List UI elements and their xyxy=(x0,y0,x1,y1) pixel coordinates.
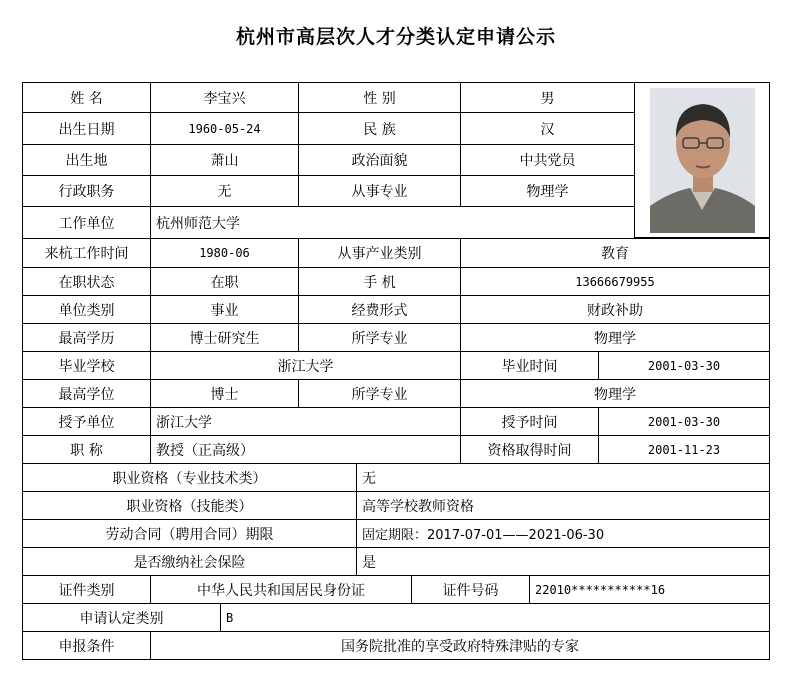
label-funding: 经费形式 xyxy=(298,295,461,324)
label-application-condition: 申报条件 xyxy=(22,631,151,660)
value-degree-major: 物理学 xyxy=(460,379,770,408)
label-social-insurance: 是否缴纳社会保险 xyxy=(22,547,357,576)
value-mobile: 13666679955 xyxy=(460,267,770,296)
label-profession: 从事专业 xyxy=(298,175,461,207)
value-industry: 教育 xyxy=(460,238,770,268)
label-gender: 性 别 xyxy=(298,82,461,113)
value-degree: 博士 xyxy=(150,379,299,408)
label-mobile: 手 机 xyxy=(298,267,461,296)
value-application-category: B xyxy=(220,603,770,632)
label-professional-title: 职 称 xyxy=(22,435,151,464)
label-admin-duty: 行政职务 xyxy=(22,175,151,207)
value-grantor: 浙江大学 xyxy=(150,407,461,436)
label-id-number: 证件号码 xyxy=(411,575,530,604)
value-social-insurance: 是 xyxy=(356,547,770,576)
value-political-status: 中共党员 xyxy=(460,144,635,176)
label-birth-date: 出生日期 xyxy=(22,112,151,145)
label-education: 最高学历 xyxy=(22,323,151,352)
label-qualification-skill: 职业资格（技能类） xyxy=(22,491,357,520)
value-birthplace: 萧山 xyxy=(150,144,299,176)
value-name: 李宝兴 xyxy=(150,82,299,113)
label-school: 毕业学校 xyxy=(22,351,151,380)
label-major: 所学专业 xyxy=(298,323,461,352)
label-political-status: 政治面貌 xyxy=(298,144,461,176)
label-degree: 最高学位 xyxy=(22,379,151,408)
value-gender: 男 xyxy=(460,82,635,113)
label-arrival-date: 来杭工作时间 xyxy=(22,238,151,268)
value-admin-duty: 无 xyxy=(150,175,299,207)
value-education: 博士研究生 xyxy=(150,323,299,352)
value-major: 物理学 xyxy=(460,323,770,352)
label-employer: 工作单位 xyxy=(22,206,151,239)
value-professional-title: 教授（正高级） xyxy=(150,435,461,464)
value-id-type: 中华人民共和国居民身份证 xyxy=(150,575,412,604)
value-funding: 财政补助 xyxy=(460,295,770,324)
value-qualification-tech: 无 xyxy=(356,463,770,492)
value-ethnicity: 汉 xyxy=(460,112,635,145)
label-unit-type: 单位类别 xyxy=(22,295,151,324)
value-application-condition: 国务院批准的享受政府特殊津贴的专家 xyxy=(150,631,770,660)
applicant-photo xyxy=(650,88,755,233)
value-employment-status: 在职 xyxy=(150,267,299,296)
label-qualification-tech: 职业资格（专业技术类） xyxy=(22,463,357,492)
label-birthplace: 出生地 xyxy=(22,144,151,176)
label-contract-term: 劳动合同（聘用合同）期限 xyxy=(22,519,357,548)
value-school: 浙江大学 xyxy=(150,351,461,380)
label-id-type: 证件类别 xyxy=(22,575,151,604)
label-grantor: 授予单位 xyxy=(22,407,151,436)
label-ethnicity: 民 族 xyxy=(298,112,461,145)
label-grant-date: 授予时间 xyxy=(460,407,599,436)
label-name: 姓 名 xyxy=(22,82,151,113)
value-arrival-date: 1980-06 xyxy=(150,238,299,268)
value-contract-term: 固定期限：2017-07-01——2021-06-30 xyxy=(356,519,770,548)
value-birth-date: 1960-05-24 xyxy=(150,112,299,145)
value-qualification-date: 2001-11-23 xyxy=(598,435,770,464)
label-qualification-date: 资格取得时间 xyxy=(460,435,599,464)
value-graduation-date: 2001-03-30 xyxy=(598,351,770,380)
label-graduation-date: 毕业时间 xyxy=(460,351,599,380)
photo-cell xyxy=(634,82,770,238)
label-degree-major: 所学专业 xyxy=(298,379,461,408)
label-industry: 从事产业类别 xyxy=(298,238,461,268)
value-grant-date: 2001-03-30 xyxy=(598,407,770,436)
label-application-category: 申请认定类别 xyxy=(22,603,221,632)
value-profession: 物理学 xyxy=(460,175,635,207)
value-employer: 杭州师范大学 xyxy=(150,206,635,239)
page-title: 杭州市高层次人才分类认定申请公示 xyxy=(235,26,556,48)
value-unit-type: 事业 xyxy=(150,295,299,324)
label-employment-status: 在职状态 xyxy=(22,267,151,296)
value-id-number: 22010***********16 xyxy=(529,575,770,604)
value-qualification-skill: 高等学校教师资格 xyxy=(356,491,770,520)
